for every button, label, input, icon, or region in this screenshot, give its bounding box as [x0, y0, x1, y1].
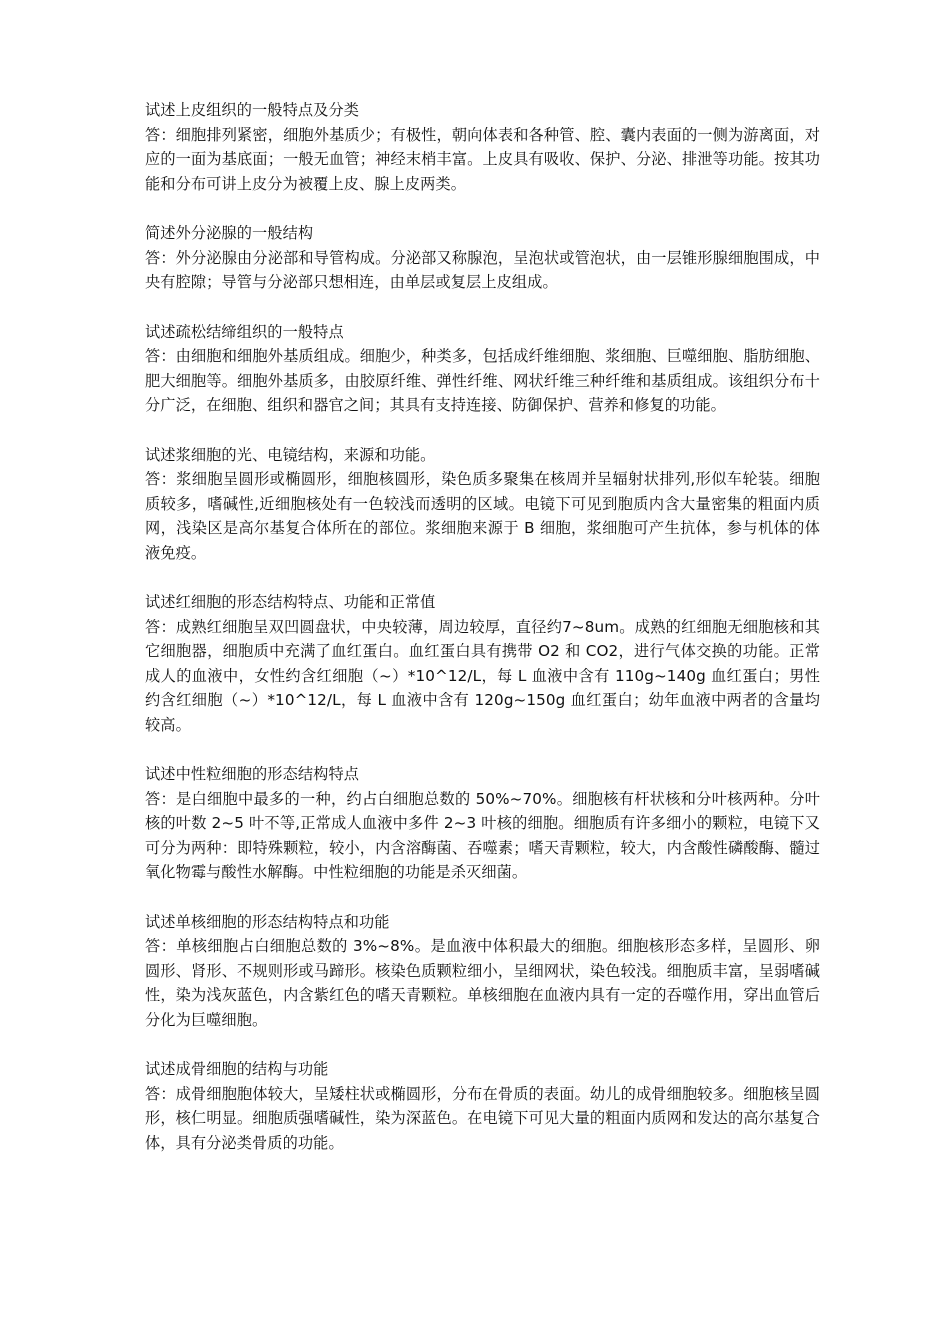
answer-paragraph: 答：是白细胞中最多的一种，约占白细胞总数的 50%~70%。细胞核有杆状核和分叶核两种。分叶核的叶数 2~5 叶不等,正常成人血液中多件 2~3 叶核的细胞。细胞质有许多细小的颗粒，电镜下又可分为两种：即特殊颗粒，较小，内含溶酶菌、吞噬素；嗜天青颗粒，较大，内含酸性磷酸酶、髓过氧化物霉与酸性水解酶。中性粒细胞的功能是杀灭细菌。	[145, 789, 820, 881]
answer-paragraph: 答：外分泌腺由分泌部和导管构成。分泌部又称腺泡，呈泡状或管泡状，由一层锥形腺细胞围成，中央有腔隙；导管与分泌部只想相连，由单层或复层上皮组成。	[145, 248, 820, 291]
qa-section-epithelium	[145, 98, 820, 196]
question-heading: 试述上皮组织的一般特点及分类	[145, 101, 360, 119]
question-heading: 试述成骨细胞的结构与功能	[145, 1060, 329, 1078]
answer-paragraph: 答：浆细胞呈圆形或椭圆形，细胞核圆形，染色质多聚集在核周并呈辐射状排列,形似车轮装。细胞质较多，嗜碱性,近细胞核处有一色较浅而透明的区域。电镜下可见到胞质内含大量密集的粗面内质网，浅染区是高尔基复合体所在的部位。浆细胞来源于 B 细胞，浆细胞可产生抗体，参与机体的体液免疫。	[145, 470, 820, 562]
question-heading: 试述疏松结缔组织的一般特点	[145, 322, 344, 341]
answer-paragraph: 答：单核细胞占白细胞总数的 3%~8%。是血液中体积最大的细胞。细胞核形态多样，呈圆形、卵圆形、肾形、不规则形或马蹄形。核染色质颗粒细小，呈细网状，染色较浅。细胞质丰富，呈弱嗜碱性，染为浅灰蓝色，内含紫红色的嗜天青颗粒。单核细胞在血液内具有一定的吞噬作用，穿出血管后分化为巨噬细胞。	[145, 937, 820, 1029]
qa-section-red-blood-cell	[145, 590, 820, 737]
answer-paragraph: 答：成熟红细胞呈双凹圆盘状，中央较薄，周边较厚，直径约7~8um。成熟的红细胞无细胞核和其它细胞器，细胞质中充满了血红蛋白。血红蛋白具有携带 O2 和 CO2，进行气体交换的功能。正常成人的血液中，女性约含红细胞（~）*10^12/L，每 L 血液中含有 110g~140g 血红蛋白；男性约含红细胞（~）*10^12/L，每 L 血液中含有 120g~150g 血红蛋白；幼年血液中两者的含量均较高。	[145, 617, 820, 734]
question-heading: 试述中性粒细胞的形态结构特点	[145, 765, 360, 783]
question-heading: 试述红细胞的形态结构特点、功能和正常值	[145, 593, 436, 611]
qa-section-plasma-cell	[145, 443, 820, 566]
question-heading: 试述单核细胞的形态结构特点和功能	[145, 912, 390, 931]
document-page	[145, 98, 820, 1180]
question-heading: 试述浆细胞的光、电镜结构，来源和功能。	[145, 445, 436, 464]
answer-paragraph: 答：成骨细胞胞体较大，呈矮柱状或椭圆形，分布在骨质的表面。幼儿的成骨细胞较多。细胞核呈圆形，核仁明显。细胞质强嗜碱性，染为深蓝色。在电镜下可见大量的粗面内质网和发达的高尔基复合体，具有分泌类骨质的功能。	[145, 1084, 820, 1152]
answer-paragraph: 答：由细胞和细胞外基质组成。细胞少，种类多，包括成纤维细胞、浆细胞、巨噬细胞、脂肪细胞、肥大细胞等。细胞外基质多，由胶原纤维、弹性纤维、网状纤维三种纤维和基质组成。该组织分布十分广泛，在细胞、组织和器官之间；其具有支持连接、防御保护、营养和修复的功能。	[145, 347, 820, 414]
answer-paragraph: 答：细胞排列紧密，细胞外基质少；有极性，朝向体表和各种管、腔、囊内表面的一侧为游离面，对应的一面为基底面；一般无血管；神经末梢丰富。上皮具有吸收、保护、分泌、排泄等功能。按其功能和分布可讲上皮分为被覆上皮、腺上皮两类。	[145, 125, 820, 193]
qa-section-neutrophil	[145, 762, 820, 885]
qa-section-monocyte	[145, 910, 820, 1033]
qa-section-loose-connective-tissue	[145, 320, 820, 418]
qa-section-exocrine-gland	[145, 221, 820, 295]
question-heading: 简述外分泌腺的一般结构	[145, 224, 314, 242]
qa-section-osteoblast	[145, 1057, 820, 1155]
